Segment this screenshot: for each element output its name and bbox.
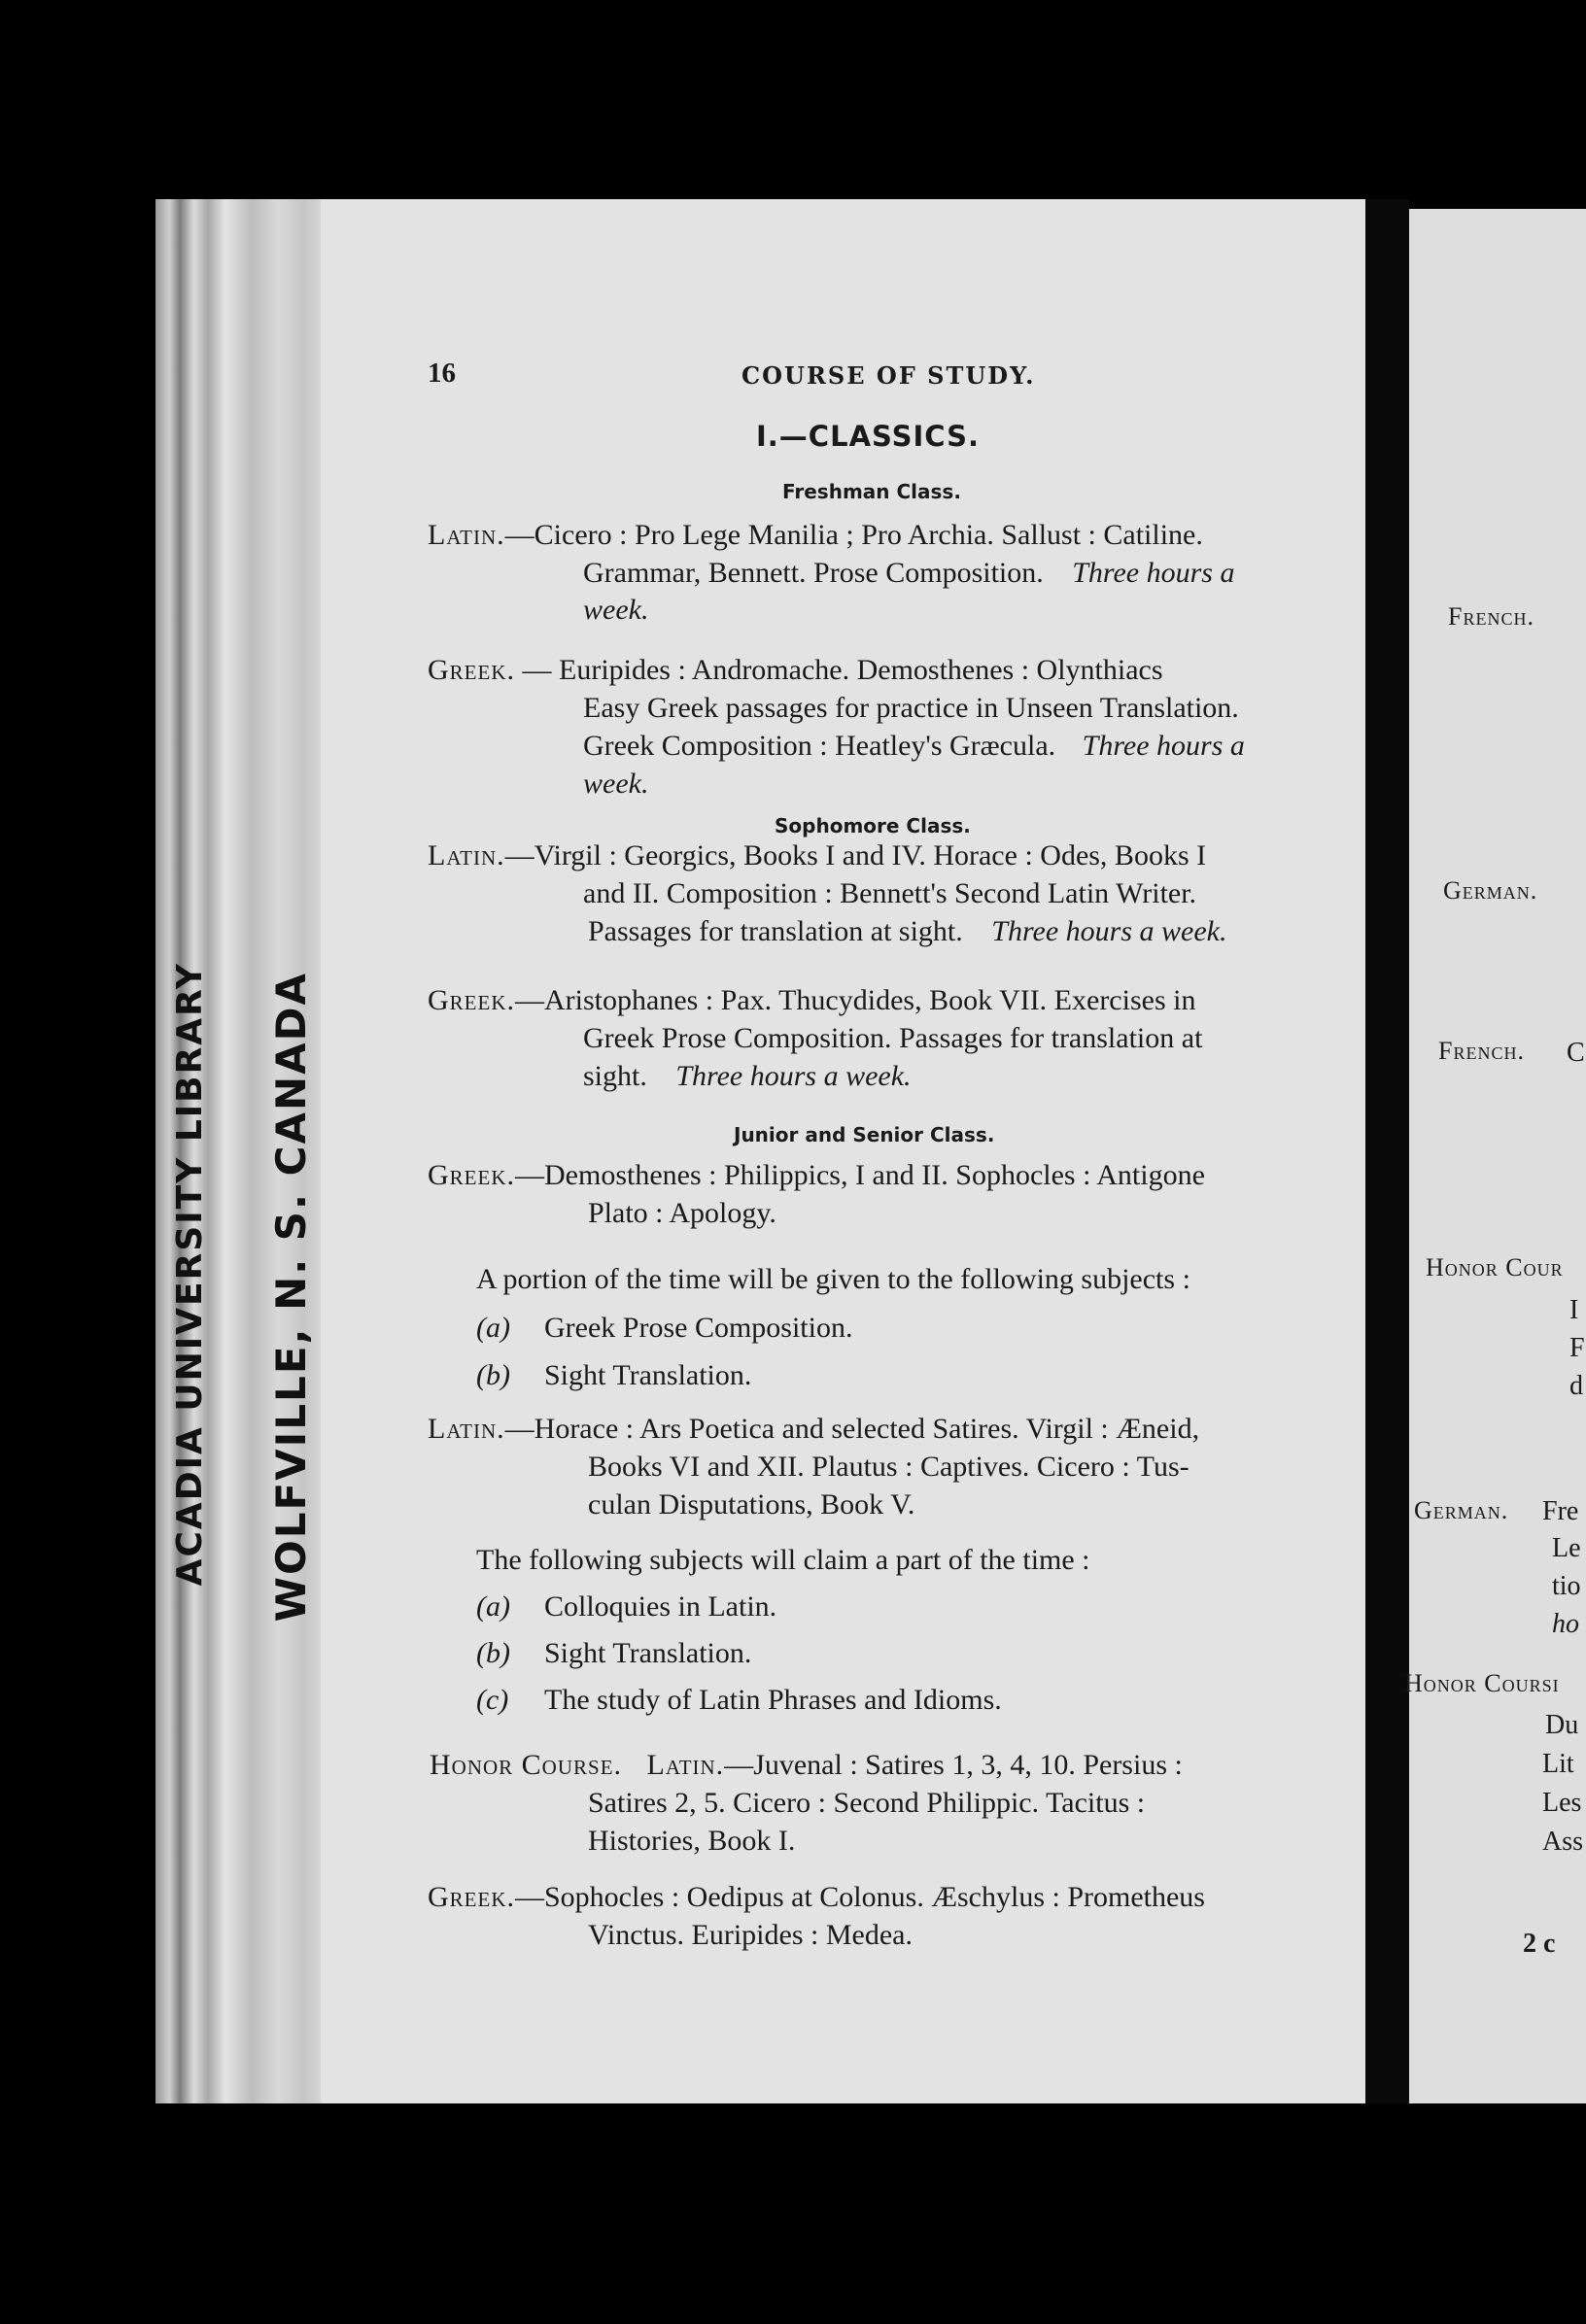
right-french-2-frag: C [1567,1038,1585,1068]
freshman-latin-line1 [428,517,1203,554]
js-greek-text1: —Demosthenes : Philippics, I and II. Sophocles : Antigone [515,1159,1205,1191]
freshman-greek-text1: — Euripides : Andromache. Demosthenes : Olynthiacs [515,654,1163,686]
sophomore-latin-line2: and II. Composition : Bennett's Second Latin Writer. [583,877,1197,909]
right-german-2: German. [1414,1496,1509,1524]
sophomore-latin-line1 [428,837,1206,874]
honor-course-label: Honor Course. [430,1749,623,1781]
right-frag-le: Le [1552,1533,1581,1563]
right-french-2: French. [1438,1037,1525,1065]
js-greek-line1 [428,1157,1205,1194]
js-following-b-key: (b) [476,1637,510,1669]
freshman-greek-label: Greek. [428,654,515,686]
spine-location-stamp: WOLFVILLE, N. S. CANADA [267,972,315,1623]
sophomore-greek-line2: Greek Prose Composition. Passages for translation at [583,1022,1203,1054]
right-frag-les: Les [1542,1788,1582,1818]
js-portion-intro: A portion of the time will be given to the following subjects : [476,1263,1190,1295]
js-following-c-key: (c) [476,1684,509,1716]
spine-library-stamp: ACADIA UNIVERSITY LIBRARY [170,962,210,1587]
right-frag-f: F [1569,1333,1585,1363]
right-frag-ass: Ass [1542,1827,1584,1857]
js-latin-line3: culan Disputations, Book V. [588,1488,915,1521]
sophomore-greek-hours: Three hours a week. [675,1060,912,1092]
freshman-greek-line1 [428,652,1163,689]
js-following-intro: The following subjects will claim a part of the time : [476,1544,1090,1576]
sophomore-greek-label: Greek. [428,984,515,1016]
freshman-greek-hours: Three hours a [1082,730,1245,762]
right-page [1409,209,1586,2103]
freshman-latin-line3: week. [583,594,649,626]
js-latin-text1: —Horace : Ars Poetica and selected Satires. Virgil : Æneid, [504,1413,1200,1445]
honor-course-line3: Histories, Book I. [588,1825,796,1857]
freshman-greek-line2: Easy Greek passages for practice in Unseen Translation. [583,692,1239,724]
honor-latin-label: Latin. [646,1749,725,1781]
honor-latin-text1: —Juvenal : Satires 1, 3, 4, 10. Persius : [724,1749,1183,1781]
js-following-b: Sight Translation. [544,1637,752,1669]
sophomore-latin-label: Latin. [428,839,505,872]
freshman-latin-text1: —Cicero : Pro Lege Manilia ; Pro Archia. Sallust : Catiline. [504,519,1203,551]
js-latin-label: Latin. [428,1413,505,1445]
right-honor-1: Honor Cour [1426,1253,1564,1282]
right-frag-fre: Fre [1542,1496,1579,1526]
honor-course-line2: Satires 2, 5. Cicero : Second Philippic. Tacitus : [588,1787,1146,1819]
page-number: 16 [428,358,456,389]
freshman-greek-line3 [583,728,1245,765]
sophomore-latin-hours: Three hours a week. [991,915,1227,947]
section-title: I.—CLASSICS. [756,420,980,453]
running-head: COURSE OF STUDY. [741,361,1036,390]
right-frag-ho: ho [1552,1609,1579,1639]
right-german-1: German. [1443,876,1538,905]
js-latin-line2: Books VI and XII. Plautus : Captives. Cicero : Tus- [588,1451,1190,1483]
sophomore-latin-text1: —Virgil : Georgics, Books I and IV. Horace : Odes, Books I [504,839,1207,872]
js-portion-a: Greek Prose Composition. [544,1312,853,1344]
honor-greek-text1: —Sophocles : Oedipus at Colonus. Æschylus : Prometheus [515,1881,1205,1913]
js-following-a: Colloquies in Latin. [544,1590,777,1623]
right-french-1: French. [1448,602,1534,631]
freshman-greek-line4: week. [583,768,649,800]
right-frag-2c: 2 c [1523,1929,1556,1959]
freshman-heading: Freshman Class. [782,480,961,503]
right-frag-i: I [1569,1295,1579,1325]
sophomore-greek-line3 [583,1058,912,1095]
right-honor-2: Honor Coursi [1404,1669,1560,1697]
right-frag-tio: tio [1552,1571,1581,1601]
junior-senior-heading: Junior and Senior Class. [734,1123,995,1146]
freshman-latin-line2 [583,555,1234,592]
honor-greek-line2: Vinctus. Euripides : Medea. [588,1919,913,1951]
js-portion-b-key: (b) [476,1359,510,1391]
sophomore-greek-text3: sight. [583,1060,647,1092]
honor-greek-line1 [428,1879,1205,1916]
freshman-latin-label: Latin. [428,519,505,551]
js-portion-a-key: (a) [476,1312,510,1344]
freshman-latin-text2: Grammar, Bennett. Prose Composition. [583,557,1044,589]
js-following-a-key: (a) [476,1590,510,1623]
freshman-latin-hours: Three hours a [1072,557,1235,589]
right-frag-lit: Lit [1542,1749,1574,1779]
js-greek-label: Greek. [428,1159,515,1191]
page-gutter [1365,199,1409,2103]
js-greek-line2: Plato : Apology. [588,1197,776,1229]
js-latin-line1 [428,1411,1199,1448]
honor-greek-label: Greek. [428,1881,515,1913]
sophomore-greek-text1: —Aristophanes : Pax. Thucydides, Book VII. Exercises in [515,984,1196,1016]
sophomore-latin-text3: Passages for translation at sight. [588,915,963,947]
js-following-c: The study of Latin Phrases and Idioms. [544,1684,1002,1716]
freshman-greek-text3: Greek Composition : Heatley's Græcula. [583,730,1056,762]
right-frag-d: d [1569,1371,1583,1401]
right-frag-du: Du [1545,1710,1579,1740]
sophomore-greek-line1 [428,982,1195,1019]
js-portion-b: Sight Translation. [544,1359,752,1391]
honor-course-line1 [430,1747,1183,1784]
sophomore-latin-line3 [588,913,1226,950]
sophomore-heading: Sophomore Class. [775,814,971,837]
